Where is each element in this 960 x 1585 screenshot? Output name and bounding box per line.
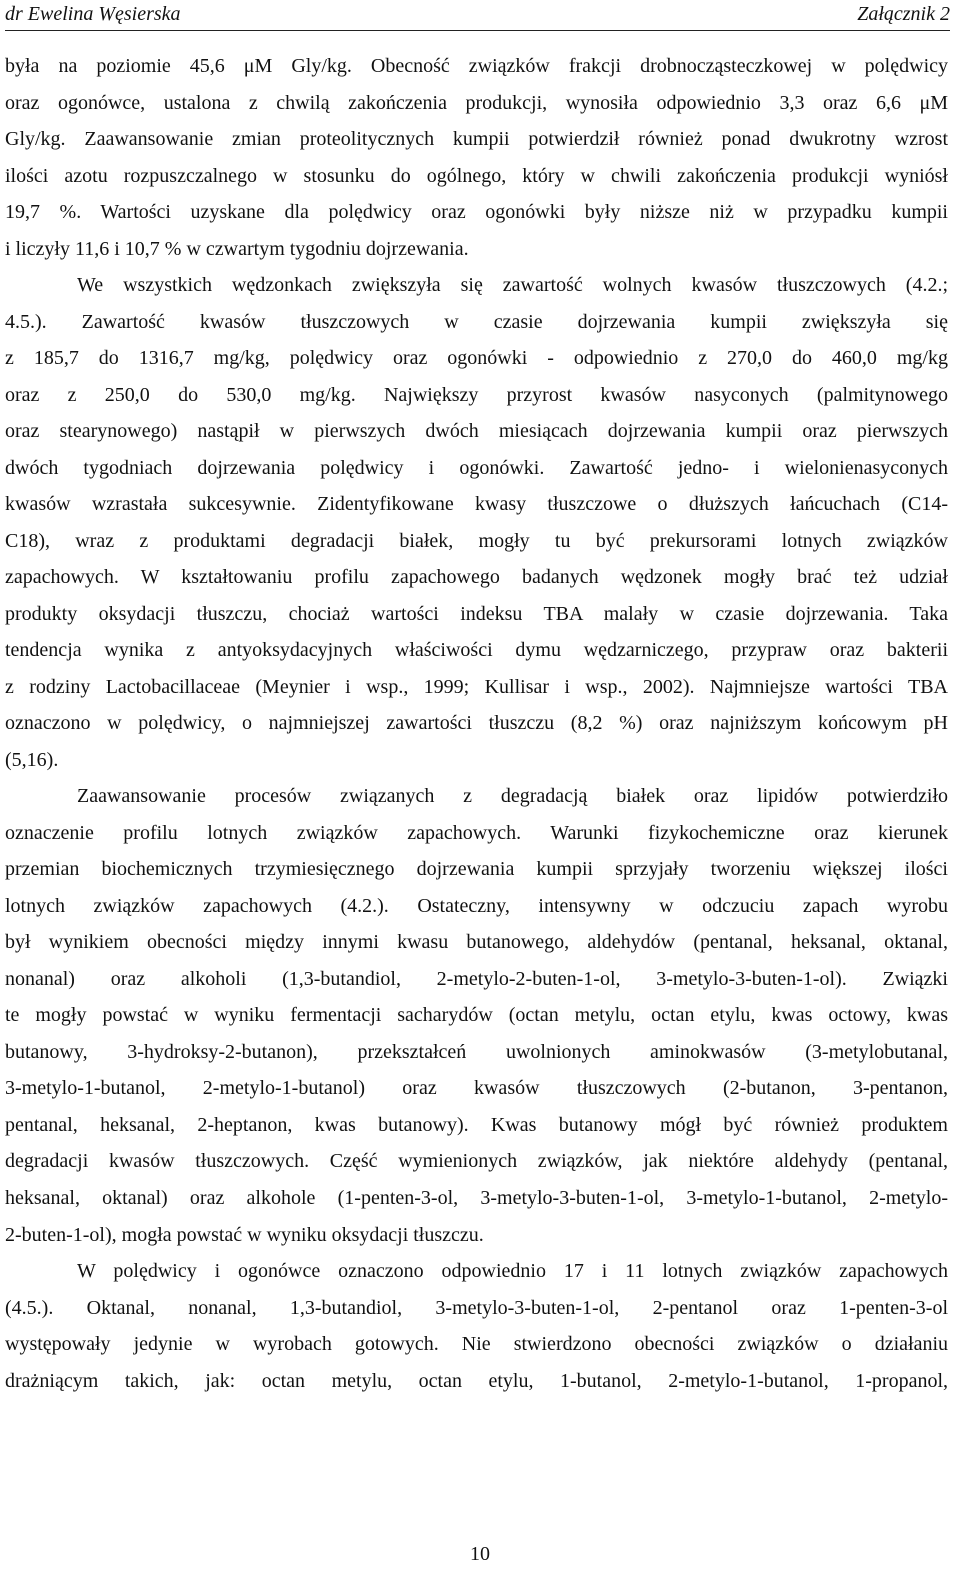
text-line: i liczyły 11,6 i 10,7 % w czwartym tygodniu dojrzewania. — [5, 237, 469, 260]
text-line: produkty oksydacji tłuszczu, chociaż wartości indeksu TBA malały w czasie dojrzewania. Taka — [5, 602, 948, 625]
text-line: oraz z 250,0 do 530,0 mg/kg. Największy przyrost kwasów nasyconych (palmitynowego — [5, 383, 948, 406]
text-line: 4.5.). Zawartość kwasów tłuszczowych w czasie dojrzewania kumpii zwiększyła się — [5, 310, 948, 333]
header-author: dr Ewelina Węsierska — [5, 3, 181, 25]
page-header — [5, 0, 950, 31]
text-line: był wynikiem obecności między innymi kwasu butanowego, aldehydów (pentanal, heksanal, oktanal, — [5, 931, 948, 954]
body-text — [5, 48, 948, 1399]
text-line: ilości azotu rozpuszczalnego w stosunku do ogólnego, który w chwili zakończenia produkcji wyniósł — [5, 164, 948, 187]
text-line: We wszystkich wędzonkach zwiększyła się zawartość wolnych kwasów tłuszczowych (4.2.; — [77, 274, 948, 297]
text-line: nonanal) oraz alkoholi (1,3-butandiol, 2-metylo-2-buten-1-ol, 3-metylo-3-buten-1-ol). Związki — [5, 967, 948, 990]
text-line: W polędwicy i ogonówce oznaczono odpowiednio 17 i 11 lotnych związków zapachowych — [77, 1260, 948, 1283]
text-line: degradacji kwasów tłuszczowych. Część wymienionych związków, jak niektóre aldehydy (pentanal, — [5, 1150, 948, 1173]
text-line: oznaczono w polędwicy, o najmniejszej zawartości tłuszczu (8,2 %) oraz najniższym końcowym pH — [5, 712, 948, 735]
text-line: Gly/kg. Zaawansowanie zmian proteolitycznych kumpii potwierdził również ponad dwukrotny wzrost — [5, 128, 948, 151]
page-number: 10 — [470, 1543, 490, 1565]
text-line: oznaczenie profilu lotnych związków zapachowych. Warunki fizykochemiczne oraz kierunek — [5, 821, 948, 844]
text-line: (5,16). — [5, 748, 59, 771]
text-line: butanowy, 3-hydroksy-2-butanon), przekształceń uwolnionych aminokwasów (3-metylobutanal, — [5, 1040, 948, 1063]
text-line: z 185,7 do 1316,7 mg/kg, polędwicy oraz ogonówki - odpowiednio z 270,0 do 460,0 mg/kg — [5, 347, 948, 370]
header-attachment-label: Załącznik 2 — [857, 3, 950, 25]
text-line: oraz stearynowego) nastąpił w pierwszych dwóch miesiącach dojrzewania kumpii oraz pierwszych — [5, 420, 948, 443]
text-line: była na poziomie 45,6 μM Gly/kg. Obecność związków frakcji drobnocząsteczkowej w polędwicy — [5, 55, 948, 77]
text-line: (4.5.). Oktanal, nonanal, 1,3-butandiol, 3-metylo-3-buten-1-ol, 2-pentanol oraz 1-penten-3-ol — [5, 1296, 948, 1319]
text-line: te mogły powstać w wyniku fermentacji sacharydów (octan metylu, octan etylu, kwas octowy, kwas — [5, 1004, 948, 1027]
text-line: C18), wraz z produktami degradacji białek, mogły tu być prekursorami lotnych związków — [5, 529, 948, 552]
text-line: lotnych związków zapachowych (4.2.). Ostateczny, intensywny w odczuciu zapach wyrobu — [5, 894, 948, 917]
text-line: heksanal, oktanal) oraz alkohole (1-penten-3-ol, 3-metylo-3-buten-1-ol, 3-metylo-1-butanol, 2-metylo- — [5, 1186, 948, 1209]
text-line: z rodziny Lactobacillaceae (Meynier i wsp., 1999; Kullisar i wsp., 2002). Najmniejsze wartości TBA — [5, 675, 948, 698]
text-line: 3-metylo-1-butanol, 2-metylo-1-butanol) oraz kwasów tłuszczowych (2-butanon, 3-pentanon, — [5, 1077, 948, 1100]
text-line: zapachowych. W kształtowaniu profilu zapachowego badanych wędzonek mogły brać też udział — [5, 566, 948, 589]
text-line: Zaawansowanie procesów związanych z degradacją białek oraz lipidów potwierdziło — [77, 785, 948, 808]
text-line: tendencja wynika z antyoksydacyjnych właściwości dymu wędzarniczego, przypraw oraz bakterii — [5, 639, 948, 662]
text-line: kwasów wzrastała sukcesywnie. Zidentyfikowane kwasy tłuszczowe o dłuższych łańcuchach (C14- — [5, 493, 948, 516]
text-line: 19,7 %. Wartości uzyskane dla polędwicy oraz ogonówki były niższe niż w przypadku kumpii — [5, 201, 948, 224]
text-line: pentanal, heksanal, 2-heptanon, kwas butanowy). Kwas butanowy mógł być również produktem — [5, 1113, 948, 1136]
text-line: występowały jedynie w wyrobach gotowych. Nie stwierdzono obecności związków o działaniu — [5, 1333, 948, 1356]
text-line: dwóch tygodniach dojrzewania polędwicy i ogonówki. Zawartość jedno- i wielonienasyconych — [5, 456, 948, 479]
text-line: oraz ogonówce, ustalona z chwilą zakończenia produkcji, wynosiła odpowiednio 3,3 oraz 6,6 μM — [5, 91, 948, 114]
text-line: 2-buten-1-ol), mogła powstać w wyniku oksydacji tłuszczu. — [5, 1223, 484, 1246]
text-line: przemian biochemicznych trzymiesięcznego dojrzewania kumpii sprzyjały tworzeniu większej ilości — [5, 858, 948, 881]
text-line: drażniącym takich, jak: octan metylu, octan etylu, 1-butanol, 2-metylo-1-butanol, 1-propanol, — [5, 1369, 948, 1392]
